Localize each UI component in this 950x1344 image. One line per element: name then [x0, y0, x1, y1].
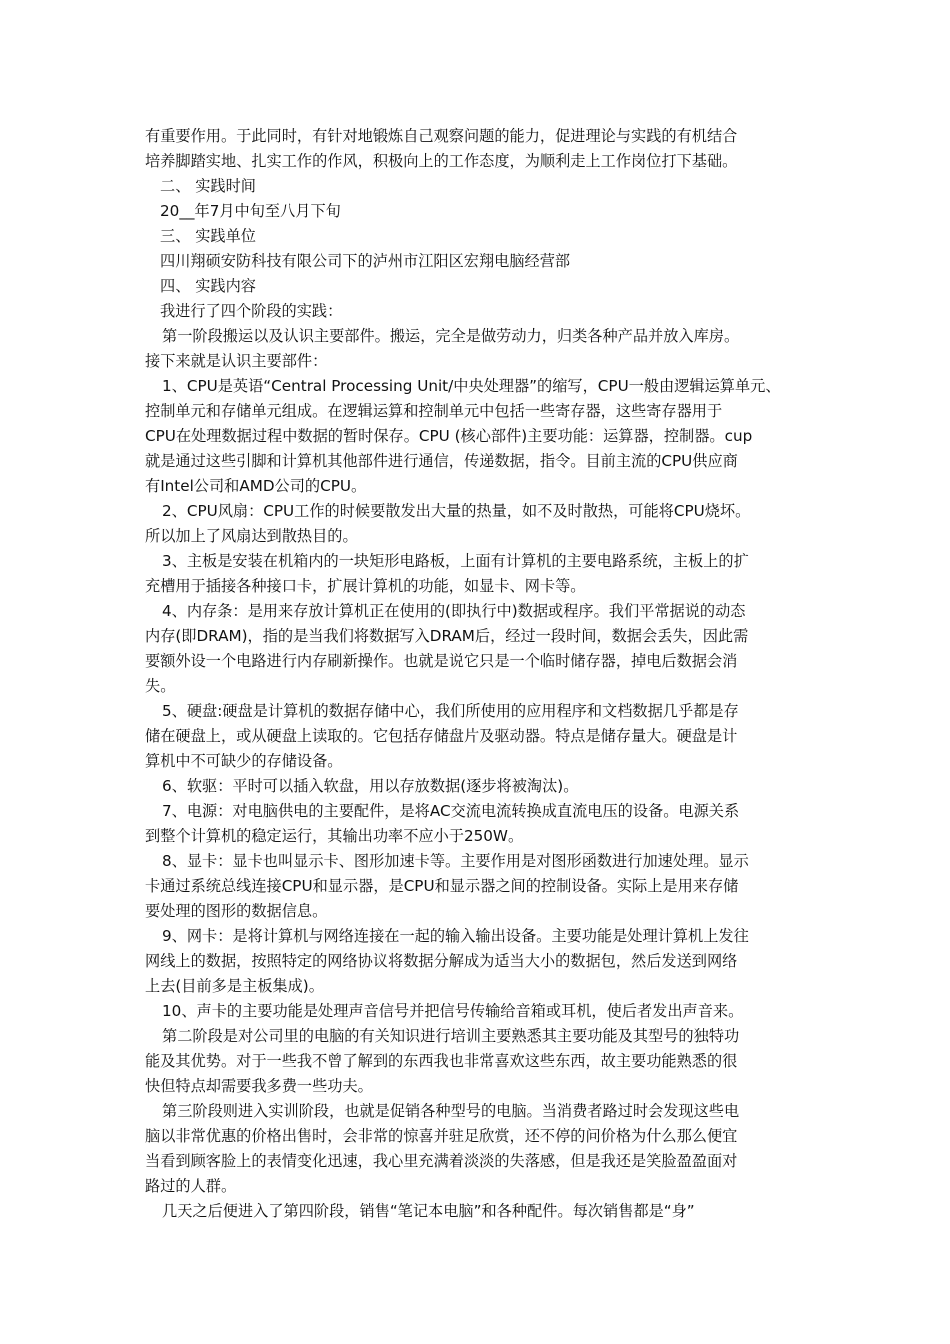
text-line: 快但特点却需要我多费一些功夫。 — [145, 1077, 373, 1095]
text-line: 接下来就是认识主要部件： — [145, 352, 328, 370]
text-line: 储在硬盘上，或从硬盘上读取的。它包括存储盘片及驱动器。特点是储存量大。硬盘是计 — [145, 727, 738, 745]
text-line: 算机中不可缺少的存储设备。 — [145, 752, 343, 770]
text-line: 充槽用于插接各种接口卡，扩展计算机的功能，如显卡、网卡等。 — [145, 577, 586, 595]
text-line: 就是通过这些引脚和计算机其他部件进行通信，传递数据，指令。目前主流的CPU供应商 — [145, 452, 738, 470]
list-item-start: 10、声卡的主要功能是处理声音信号并把信号传输给音箱或耳机，使后者发出声音来。 — [162, 1002, 744, 1020]
text-line: 20__年7月中旬至八月下旬 — [160, 202, 341, 220]
text-line: 培养脚踏实地、扎实工作的作风，积极向上的工作态度，为顺利走上工作岗位打下基础。 — [145, 152, 738, 170]
list-item-start: 1、CPU是英语“Central Processing Unit/中央处理器”的缩写，CPU一般由逻辑运算单元、 — [162, 377, 781, 395]
text-line: 路过的人群。 — [145, 1177, 237, 1195]
text-line: 内存(即DRAM)，指的是当我们将数据写入DRAM后，经过一段时间，数据会丢失，因此需 — [145, 627, 749, 645]
list-item-start: 8、显卡：显卡也叫显示卡、图形加速卡等。主要作用是对图形函数进行加速处理。显示 — [162, 852, 749, 870]
section-heading: 二、 实践时间 — [160, 177, 256, 195]
text-line: 有重要作用。于此同时，有针对地锻炼自己观察问题的能力，促进理论与实践的有机结合 — [145, 127, 738, 145]
text-line: 有Intel公司和AMD公司的CPU。 — [145, 477, 367, 495]
list-item-start: 3、主板是安装在机箱内的一块矩形电路板，上面有计算机的主要电路系统，主板上的扩 — [162, 552, 749, 570]
list-item-start: 7、电源：对电脑供电的主要配件，是将AC交流电流转换成直流电压的设备。电源关系 — [162, 802, 740, 820]
section-heading: 三、 实践单位 — [160, 227, 256, 245]
list-item-start: 2、CPU风扇：CPU工作的时候要散发出大量的热量，如不及时散热，可能将CPU烧坏。 — [162, 502, 751, 520]
text-line: 卡通过系统总线连接CPU和显示器，是CPU和显示器之间的控制设备。实际上是用来存储 — [145, 877, 739, 895]
text-line: 能及其优势。对于一些我不曾了解到的东西我也非常喜欢这些东西，故主要功能熟悉的很 — [145, 1052, 738, 1070]
document-body — [145, 124, 813, 1224]
text-line: 脑以非常优惠的价格出售时，会非常的惊喜并驻足欣赏，还不停的问价格为什么那么便宜 — [145, 1127, 738, 1145]
text-line: 我进行了四个阶段的实践： — [160, 302, 343, 320]
list-item-start: 6、软驱：平时可以插入软盘，用以存放数据(逐步将被淘汰)。 — [162, 777, 579, 795]
section-heading: 四、 实践内容 — [160, 277, 256, 295]
text-line: 要额外设一个电路进行内存刷新操作。也就是说它只是一个临时储存器，掉电后数据会消 — [145, 652, 738, 670]
text-line: CPU在处理数据过程中数据的暂时保存。CPU (核心部件)主要功能：运算器，控制器。cup — [145, 427, 753, 445]
text-line: 上去(目前多是主板集成)。 — [145, 977, 324, 995]
list-item-start: 4、内存条：是用来存放计算机正在使用的(即执行中)数据或程序。我们平常据说的动态 — [162, 602, 746, 620]
text-line: 所以加上了风扇达到散热目的。 — [145, 527, 358, 545]
text-line: 失。 — [145, 677, 176, 695]
paragraph-start: 第一阶段搬运以及认识主要部件。搬运，完全是做劳动力，归类各种产品并放入库房。 — [162, 327, 740, 345]
list-item-start: 9、网卡：是将计算机与网络连接在一起的输入输出设备。主要功能是处理计算机上发往 — [162, 927, 749, 945]
list-item-start: 5、硬盘:硬盘是计算机的数据存储中心，我们所使用的应用程序和文档数据几乎都是存 — [162, 702, 739, 720]
paragraph-start: 第二阶段是对公司里的电脑的有关知识进行培训主要熟悉其主要功能及其型号的独特功 — [162, 1027, 740, 1045]
text-line: 四川翔硕安防科技有限公司下的泸州市江阳区宏翔电脑经营部 — [160, 252, 571, 270]
text-line: 要处理的图形的数据信息。 — [145, 902, 328, 920]
paragraph-start: 几天之后便进入了第四阶段，销售“笔记本电脑”和各种配件。每次销售都是“身” — [162, 1202, 695, 1220]
text-line: 网线上的数据，按照特定的网络协议将数据分解成为适当大小的数据包，然后发送到网络 — [145, 952, 738, 970]
text-line: 控制单元和存储单元组成。在逻辑运算和控制单元中包括一些寄存器，这些寄存器用于 — [145, 402, 723, 420]
text-line: 到整个计算机的稳定运行，其输出功率不应小于250W。 — [145, 827, 524, 845]
text-line: 当看到顾客脸上的表情变化迅速，我心里充满着淡淡的失落感，但是我还是笑脸盈盈面对 — [145, 1152, 738, 1170]
paragraph-start: 第三阶段则进入实训阶段，也就是促销各种型号的电脑。当消费者路过时会发现这些电 — [162, 1102, 740, 1120]
